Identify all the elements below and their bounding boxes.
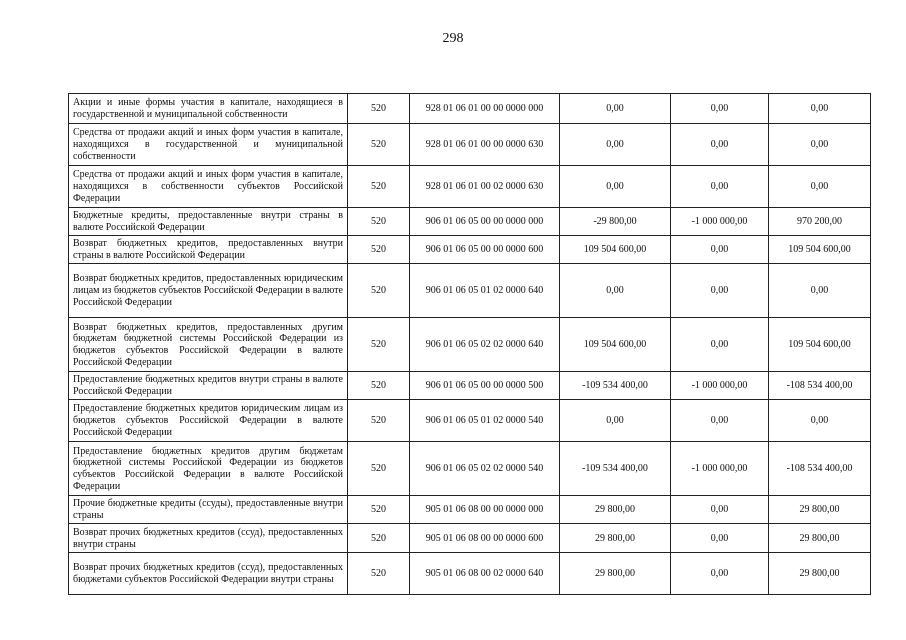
row-name: Возврат прочих бюджетных кредитов (ссуд), предоставленных бюджетами субъектов Российской Федерации внутри страны: [69, 553, 348, 595]
row-name: Возврат прочих бюджетных кредитов (ссуд), предоставленных внутри страны: [69, 524, 348, 553]
table-row: [69, 553, 871, 595]
row-value-3: -108 534 400,00: [769, 372, 871, 400]
row-code: 520: [348, 524, 410, 553]
row-value-3: 0,00: [769, 166, 871, 208]
row-name: Предоставление бюджетных кредитов другим бюджетам бюджетной системы Российской Федерации из бюджетов субъектов Российской Федерации в валюте Российской Федерации: [69, 442, 348, 496]
page-number: 298: [442, 31, 464, 46]
row-code: 520: [348, 264, 410, 318]
table-row: [69, 400, 871, 442]
row-value-3: 29 800,00: [769, 553, 871, 595]
row-name: Возврат бюджетных кредитов, предоставленных другим бюджетам бюджетной системы Российской Федерации из бюджетов субъектов Российской Федерации в валюте Российской Федерации: [69, 318, 348, 372]
row-code: 520: [348, 400, 410, 442]
table-row: [69, 124, 871, 166]
row-value-2: 0,00: [671, 166, 769, 208]
row-name: Возврат бюджетных кредитов, предоставленных внутри страны в валюте Российской Федерации: [69, 236, 348, 264]
row-value-2: 0,00: [671, 524, 769, 553]
row-value-2: 0,00: [671, 496, 769, 524]
row-name: Средства от продажи акций и иных форм участия в капитале, находящихся в собственности субъектов Российской Федерации: [69, 166, 348, 208]
row-value-3: 0,00: [769, 264, 871, 318]
row-value-1: 29 800,00: [560, 496, 671, 524]
row-value-1: 0,00: [560, 400, 671, 442]
row-value-3: 0,00: [769, 124, 871, 166]
row-budget-classification-code: 906 01 06 05 01 02 0000 540: [410, 400, 560, 442]
row-value-3: 109 504 600,00: [769, 236, 871, 264]
row-code: 520: [348, 553, 410, 595]
row-budget-classification-code: 906 01 06 05 00 00 0000 000: [410, 208, 560, 236]
row-budget-classification-code: 928 01 06 01 00 00 0000 000: [410, 94, 560, 124]
row-budget-classification-code: 905 01 06 08 00 00 0000 600: [410, 524, 560, 553]
table-row: [69, 442, 871, 496]
row-code: 520: [348, 236, 410, 264]
row-value-2: 0,00: [671, 264, 769, 318]
row-code: 520: [348, 94, 410, 124]
row-value-3: -108 534 400,00: [769, 442, 871, 496]
table-row: [69, 94, 871, 124]
row-budget-classification-code: 905 01 06 08 00 02 0000 640: [410, 553, 560, 595]
row-name: Предоставление бюджетных кредитов юридическим лицам из бюджетов субъектов Российской Федерации в валюте Российской Федерации: [69, 400, 348, 442]
table-row: [69, 166, 871, 208]
row-value-2: 0,00: [671, 318, 769, 372]
row-value-2: 0,00: [671, 124, 769, 166]
row-code: 520: [348, 124, 410, 166]
row-code: 520: [348, 318, 410, 372]
row-name: Прочие бюджетные кредиты (ссуды), предоставленные внутри страны: [69, 496, 348, 524]
row-code: 520: [348, 442, 410, 496]
row-value-3: 109 504 600,00: [769, 318, 871, 372]
row-name: Возврат бюджетных кредитов, предоставленных юридическим лицам из бюджетов субъектов Российской Федерации в валюте Российской Федерации: [69, 264, 348, 318]
row-value-2: -1 000 000,00: [671, 442, 769, 496]
row-value-1: 109 504 600,00: [560, 236, 671, 264]
budget-sources-table: [68, 93, 871, 595]
row-value-2: -1 000 000,00: [671, 372, 769, 400]
row-code: 520: [348, 496, 410, 524]
row-value-3: 29 800,00: [769, 524, 871, 553]
row-value-1: 109 504 600,00: [560, 318, 671, 372]
row-value-1: -109 534 400,00: [560, 442, 671, 496]
row-value-2: 0,00: [671, 236, 769, 264]
table-row: [69, 208, 871, 236]
table-row: [69, 372, 871, 400]
row-value-3: 970 200,00: [769, 208, 871, 236]
row-budget-classification-code: 905 01 06 08 00 00 0000 000: [410, 496, 560, 524]
row-budget-classification-code: 906 01 06 05 02 02 0000 540: [410, 442, 560, 496]
row-name: Средства от продажи акций и иных форм участия в капитале, находящихся в государственной и муниципальной собственности: [69, 124, 348, 166]
row-value-1: 29 800,00: [560, 524, 671, 553]
row-name: Акции и иные формы участия в капитале, находящиеся в государственной и муниципальной собственности: [69, 94, 348, 124]
row-budget-classification-code: 906 01 06 05 01 02 0000 640: [410, 264, 560, 318]
row-name: Бюджетные кредиты, предоставленные внутри страны в валюте Российской Федерации: [69, 208, 348, 236]
row-value-1: 0,00: [560, 264, 671, 318]
table-row: [69, 236, 871, 264]
row-value-3: 29 800,00: [769, 496, 871, 524]
row-value-2: 0,00: [671, 94, 769, 124]
row-value-1: 0,00: [560, 94, 671, 124]
row-value-1: 0,00: [560, 166, 671, 208]
table-row: [69, 496, 871, 524]
row-value-1: 29 800,00: [560, 553, 671, 595]
row-budget-classification-code: 906 01 06 05 00 00 0000 600: [410, 236, 560, 264]
table-row: [69, 524, 871, 553]
row-value-2: 0,00: [671, 400, 769, 442]
row-name: Предоставление бюджетных кредитов внутри страны в валюте Российской Федерации: [69, 372, 348, 400]
row-budget-classification-code: 928 01 06 01 00 02 0000 630: [410, 166, 560, 208]
row-budget-classification-code: 928 01 06 01 00 00 0000 630: [410, 124, 560, 166]
table-row: [69, 318, 871, 372]
row-code: 520: [348, 208, 410, 236]
row-value-1: -109 534 400,00: [560, 372, 671, 400]
row-value-2: 0,00: [671, 553, 769, 595]
row-budget-classification-code: 906 01 06 05 00 00 0000 500: [410, 372, 560, 400]
row-code: 520: [348, 372, 410, 400]
row-value-3: 0,00: [769, 94, 871, 124]
row-value-2: -1 000 000,00: [671, 208, 769, 236]
row-value-1: 0,00: [560, 124, 671, 166]
row-code: 520: [348, 166, 410, 208]
row-value-3: 0,00: [769, 400, 871, 442]
row-value-1: -29 800,00: [560, 208, 671, 236]
row-budget-classification-code: 906 01 06 05 02 02 0000 640: [410, 318, 560, 372]
table-row: [69, 264, 871, 318]
